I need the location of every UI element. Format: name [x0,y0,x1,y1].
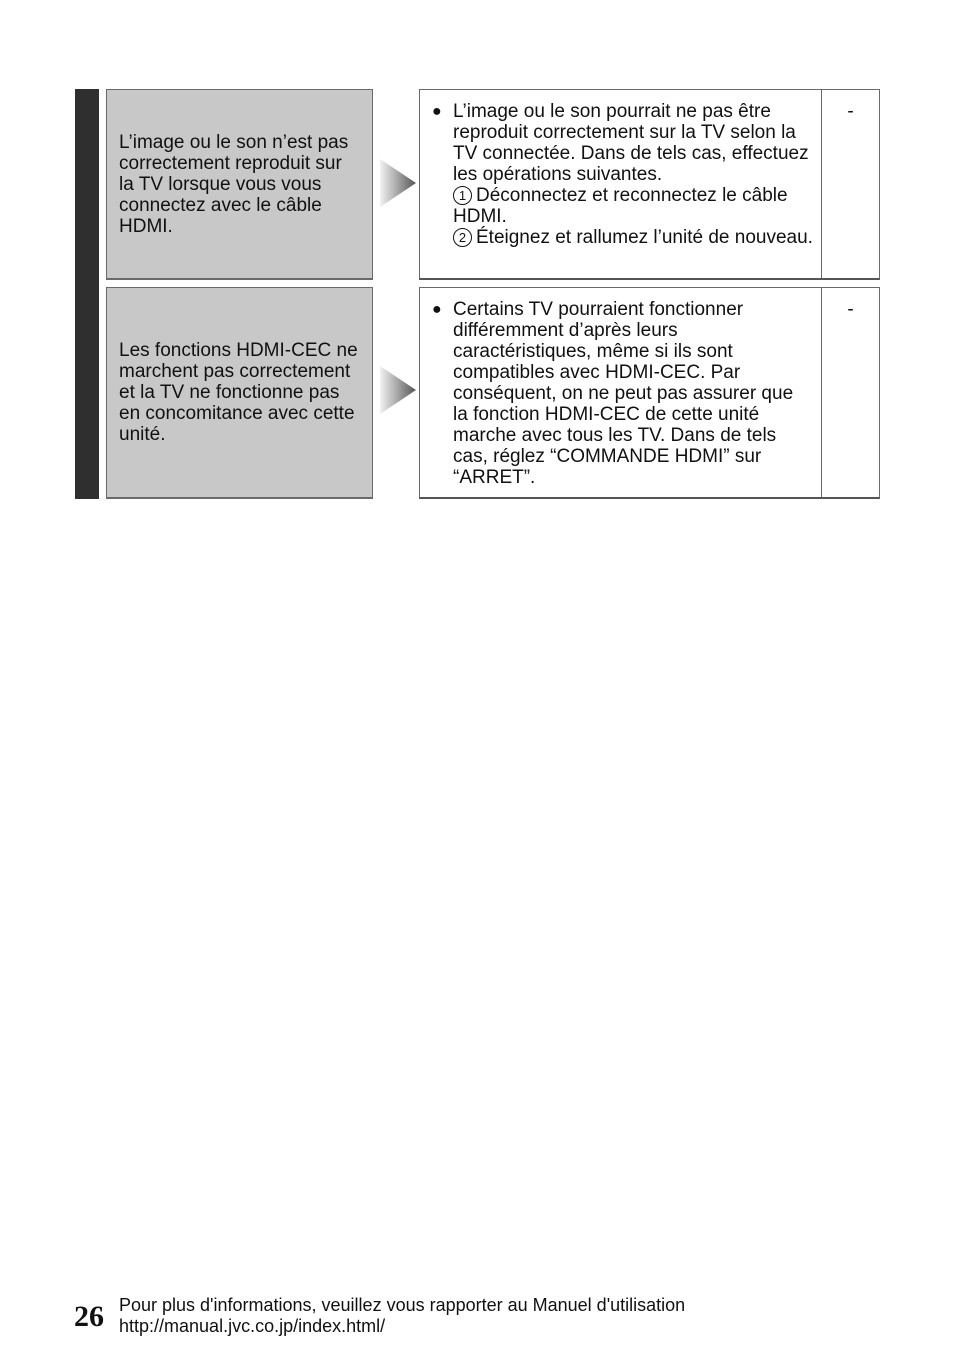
solution-cell [420,288,822,497]
step-line [453,185,813,227]
bullet-icon: ● [432,301,442,318]
step-number-icon: 2 [453,228,472,247]
step-line [453,227,813,248]
page-reference: - [847,299,854,320]
problem-text: Les fonctions HDMI-CEC ne marchent pas correctement et la TV ne fonctionne pas en concomitance avec cette unité. [119,340,358,445]
footer-line: Pour plus d'informations, veuillez vous rapporter au Manuel d'utilisation [119,1295,686,1315]
solution-box [419,287,880,499]
section-side-bar [75,89,99,499]
solution-box [419,89,880,280]
solution-text: L’image ou le son pourrait ne pas être reproduit correctement sur la TV selon la TV connectée. Dans de tels cas, effectuez les opérations suivantes. [453,101,809,185]
page-number: 26 [74,1300,104,1333]
troubleshooting-row [106,287,880,499]
footer-note [119,1295,685,1337]
solution-cell [420,90,822,278]
problem-cell [106,89,373,280]
problem-cell [106,287,373,499]
troubleshooting-row [106,89,880,280]
footer-url: http://manual.jvc.co.jp/index.html/ [119,1316,386,1336]
arrow-right-icon [378,155,418,211]
step-text: Déconnectez et reconnectez le câble HDMI. [453,185,788,227]
problem-text: L’image ou le son n’est pas correctement reproduit sur la TV lorsque vous vous connectez avec le câble HDMI. [119,131,349,237]
solution-text: Certains TV pourraient fonctionner différemment d’après leurs caractéristiques, même si ils sont compatibles avec HDMI-CEC. Par conséquent, on ne peut pas assurer que la fonction HDMI-CEC de cette unité marche avec tous les TV. Dans de tels cas, réglez “COMMANDE HDMI” sur “ARRET”. [453,299,794,488]
step-text: Éteignez et rallumez l’unité de nouveau. [476,227,813,248]
step-number-icon: 1 [453,186,472,205]
bullet-icon: ● [432,103,442,120]
page-reference: - [847,101,854,122]
arrow-right-icon [378,362,418,418]
